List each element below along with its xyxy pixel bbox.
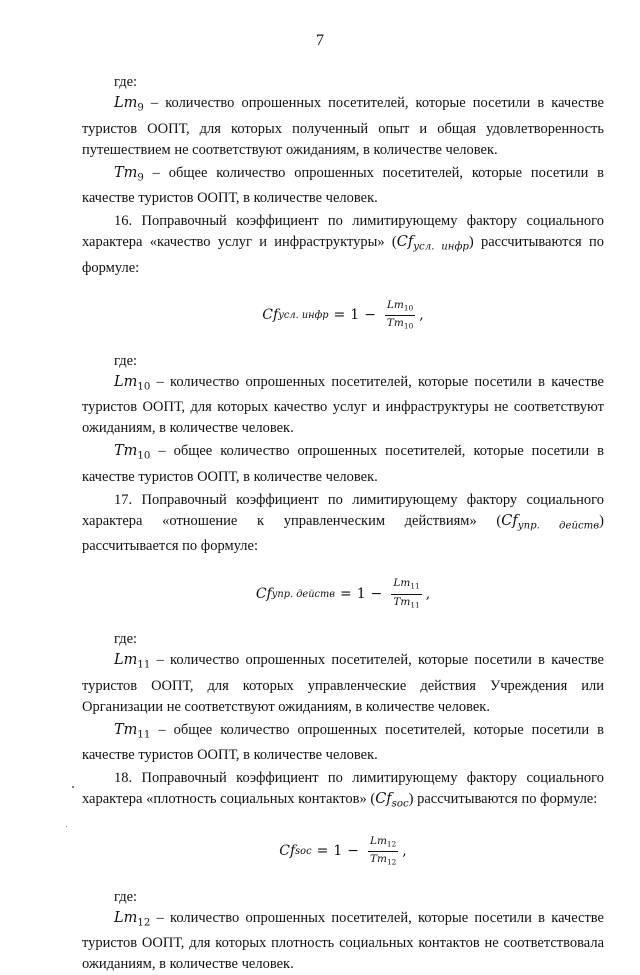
where-label: где:: [114, 888, 138, 905]
scan-speck: [66, 826, 67, 827]
paragraph-17: 17. Поправочный коэффициент по лимитирующему фактору социального характера «отношение к управленческим действиям» $(Cf_{упр. действ})$ рассчитывается по формуле:: [82, 491, 604, 555]
var-lm11: $Lm_{11}$: [114, 652, 151, 671]
definition-lm11: $Lm_{11}$ – количество опрошенных посетителей, которые посетили в качестве туристов ООПТ, для которых управленческие действия Учреждения или Организации не соответствуют ожиданиям, в количестве человек.: [82, 652, 604, 715]
definition-tm9: $Tm_9$ – общее количество опрошенных посетителей, которые посетили в качестве туристов ООПТ, в количестве человек.: [82, 164, 604, 207]
page-number: 7: [316, 32, 324, 49]
definition-lm12: $Lm_{12}$ – количество опрошенных посетителей, которые посетили в качестве туристов ООПТ, для которых плотность социальных контактов не соответствовала ожиданиям, в количестве человек.: [82, 909, 604, 973]
fraction-17: $\frac{Lm_{11}}{Tm_{11}}$: [393, 577, 420, 610]
var-tm9: $Tm_9$: [114, 164, 144, 184]
fraction-16: $\frac{Lm_{10}}{Tm_{10}}$: [386, 298, 414, 331]
cf-soc: $Cf_{soc}$: [375, 791, 409, 810]
formula-17: Cf упр. действ = 1 − $\frac{Lm_{11}}{Tm_{11}}$ ,: [82, 573, 604, 615]
var-tm10: $Tm_{10}$: [114, 443, 151, 462]
cf-upr-deistv: $Cf_{упр. действ}$: [501, 512, 600, 532]
definition-tm11: $Tm_{11}$ – общее количество опрошенных посетителей, которые посетили в качестве туристов ООПТ, в количестве человек.: [82, 721, 604, 764]
scan-speck: [72, 786, 74, 788]
paragraph-18: 18. Поправочный коэффициент по лимитирующему фактору социального характера «плотность социальных контактов» $(Cf_{soc})$ рассчитываются по формуле:: [82, 770, 604, 810]
definition-lm10: $Lm_{10}$ – количество опрошенных посетителей, которые посетили в качестве туристов ООПТ, для которых качество услуг и инфраструктуры не соответствуют ожиданиям, в количестве человек.: [82, 373, 604, 437]
formula-18: Cf soc = 1 − $\frac{Lm_{12}}{Tm_{12}}$ ,: [82, 831, 604, 873]
var-lm12: $Lm_{12}$: [114, 909, 151, 929]
definition-tm10: $Tm_{10}$ – общее количество опрошенных посетителей, которые посетили в качестве туристов ООПТ, в количестве человек.: [82, 443, 604, 485]
var-lm9: $Lm_9$: [114, 95, 144, 114]
document-body: [82, 72, 604, 975]
definition-lm9: $Lm_9$ – количество опрошенных посетителей, которые посетили в качестве туристов ООПТ, для которых полученный опыт и общая удовлетворенность путешествием не соответствуют ожиданиям, в количестве человек.: [82, 95, 604, 158]
cf-usl-infr: $Cf_{усл. инфр}$: [396, 234, 469, 253]
where-label: где:: [114, 352, 138, 369]
fraction-18: $\frac{Lm_{12}}{Tm_{12}}$: [369, 834, 397, 867]
var-tm11: $Tm_{11}$: [114, 721, 151, 741]
paragraph-16: 16. Поправочный коэффициент по лимитирующему фактору социального характера «качество услуг и инфраструктуры» $(Cf_{усл. инфр})$ рассчитываются по формуле:: [82, 213, 605, 276]
var-lm10: $Lm_{10}$: [114, 373, 151, 393]
formula-16: Cf усл. инфр = 1 − $\frac{Lm_{10}}{Tm_{10}}$ ,: [82, 295, 604, 337]
where-label: где:: [114, 74, 138, 90]
where-label: где:: [114, 631, 138, 648]
